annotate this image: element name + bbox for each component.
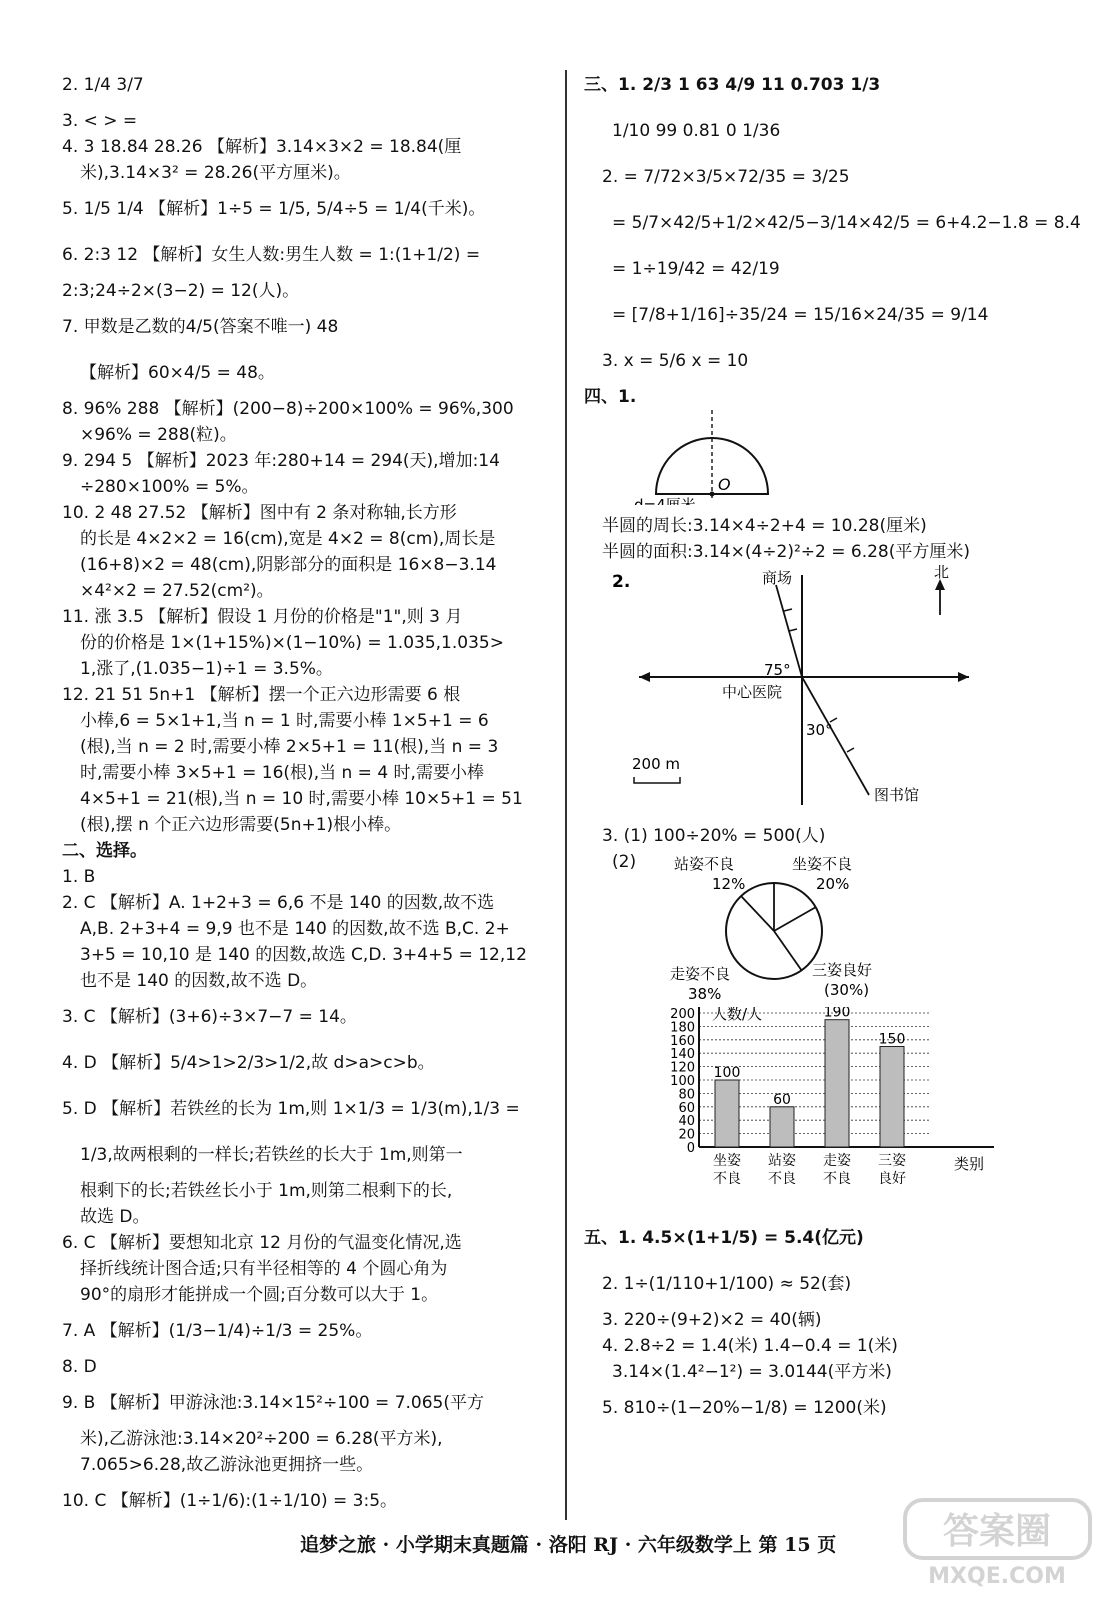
bar-value-label: 60 [773, 1091, 791, 1108]
answer-line: 6. C 【解析】要想知北京 12 月份的气温变化情况,选 [62, 1233, 462, 1253]
answer-line: 也不是 140 的因数,故不选 D。 [80, 971, 318, 991]
answer-line: 11. 涨 3.5 【解析】假设 1 月份的价格是"1",则 3 月 [62, 607, 463, 627]
section-five-line: 5. 810÷(1−20%−1/8) = 1200(米) [602, 1398, 887, 1418]
section-three-line: = 5/7×42/5+1/2×42/5−3/14×42/5 = 6+4.2−1.8 = 8.4 [612, 213, 1081, 233]
center-point [710, 492, 715, 497]
bar-ytick-label: 20 [678, 1127, 695, 1143]
watermark-bottom: MXQE.COM [928, 1564, 1066, 1589]
section-five-line: 2. 1÷(1/110+1/100) ≈ 52(套) [602, 1274, 852, 1294]
section-five-line: 3. 220÷(9+2)×2 = 40(辆) [602, 1310, 822, 1330]
answer-line: 7.065>6.28,故乙游泳池更拥挤一些。 [80, 1455, 374, 1475]
scale-label: 200 m [632, 755, 681, 773]
answer-line: 10. 2 48 27.52 【解析】图中有 2 条对称轴,长方形 [62, 503, 457, 523]
answer-line: A,B. 2+3+4 = 9,9 也不是 140 的因数,故不选 B,C. 2+ [80, 919, 510, 939]
answer-line: 米),3.14×3² = 28.26(平方厘米)。 [80, 163, 351, 183]
answer-line: 8. D [62, 1357, 97, 1377]
answer-line: 3+5 = 10,10 是 140 的因数,故选 C,D. 3+4+5 = 12,12 [80, 945, 527, 965]
north-label: 北 [934, 565, 950, 581]
answer-line: 90°的扇形才能拼成一个圆;百分数可以大于 1。 [80, 1285, 439, 1305]
scale-bar [634, 777, 680, 783]
east-arrow-icon [958, 672, 969, 682]
library-label: 图书馆 [874, 786, 920, 804]
answer-line: 故选 D。 [80, 1207, 150, 1227]
bar-value-label: 100 [713, 1065, 741, 1081]
answer-line: 6. 2:3 12 【解析】女生人数:男生人数 = 1:(1+1/2) = [62, 245, 481, 265]
answer-line: 5. D 【解析】若铁丝的长为 1m,则 1×1/3 = 1/3(m),1/3 = [62, 1099, 520, 1119]
answer-line: ×96% = 288(粒)。 [80, 425, 237, 445]
bar-category-label: 站姿 [768, 1153, 796, 1169]
answer-line: ×4²×2 = 27.52(cm²)。 [80, 581, 274, 601]
answer-line: 2:3;24÷2×(3−2) = 12(人)。 [62, 281, 300, 301]
bar-chart [584, 1007, 1084, 1207]
answer-line: 【解析】60×4/5 = 48。 [80, 363, 275, 383]
semicircle-line: 半圆的面积:3.14×(4÷2)²÷2 = 6.28(平方厘米) [602, 542, 971, 562]
answer-line: 1. B [62, 867, 96, 887]
answer-line: 7. 甲数是乙数的4/5(答案不唯一) 48 [62, 317, 339, 337]
answer-line: 4×5+1 = 21(根),当 n = 10 时,需要小棒 10×5+1 = 51 [80, 789, 523, 809]
bar-ytick-label: 180 [670, 1020, 695, 1036]
bar [770, 1107, 794, 1147]
answer-line: 1,涨了,(1.035−1)÷1 = 3.5%。 [80, 659, 333, 679]
answer-line: 12. 21 51 5n+1 【解析】摆一个正六边形需要 6 根 [62, 685, 461, 705]
bar-value-label: 150 [878, 1031, 906, 1048]
section-five-line: 3.14×(1.4²−1²) = 3.0144(平方米) [612, 1362, 892, 1382]
answer-line: ÷280×100% = 5%。 [80, 477, 259, 497]
answer-line: 5. 1/5 1/4 【解析】1÷5 = 1/5, 5/4÷5 = 1/4(千米)。 [62, 199, 486, 219]
pie-pct-walking: 38% [688, 985, 722, 999]
stat-answer: 3. (1) 100÷20% = 500(人) [602, 826, 826, 846]
answer-line: (根),当 n = 2 时,需要小棒 2×5+1 = 11(根),当 n = 3 [80, 737, 499, 757]
pie-label-walking: 走姿不良 [670, 965, 731, 983]
scale-tick [784, 609, 792, 611]
direction-map [584, 565, 1084, 815]
pie-pct-standing: 12% [712, 875, 746, 893]
answer-line: 的长是 4×2×2 = 16(cm),宽是 4×2 = 8(cm),周长是 [80, 529, 496, 549]
bar-ytick-label: 60 [678, 1100, 695, 1116]
bar-ytick-label: 140 [670, 1047, 695, 1063]
bar-category-label: 不良 [823, 1171, 851, 1187]
section-three-line: 三、1. 2/3 1 63 4/9 11 0.703 1/3 [584, 75, 881, 95]
bar [880, 1047, 904, 1148]
answer-line: 8. 96% 288 【解析】(200−8)÷200×100% = 96%,300 [62, 399, 514, 419]
section-heading: 四、1. [584, 387, 637, 407]
pie-slice-divider [774, 931, 802, 971]
section-five-line: 五、1. 4.5×(1+1/5) = 5.4(亿元) [584, 1228, 864, 1248]
pie-label-standing: 站姿不良 [674, 855, 735, 873]
answer-line: 4. 3 18.84 28.26 【解析】3.14×3×2 = 18.84(厘 [62, 137, 462, 157]
right-column [584, 62, 1084, 1431]
answer-line: 根剩下的长;若铁丝长小于 1m,则第二根剩下的长, [80, 1181, 453, 1201]
bar-ylabel: 人数/人 [712, 1007, 763, 1023]
pie-pct-good: (30%) [824, 981, 870, 999]
section-five-line: 4. 2.8÷2 = 1.4(米) 1.4−0.4 = 1(米) [602, 1336, 898, 1356]
pie-pct-sitting: 20% [816, 875, 850, 893]
scale-tick [847, 748, 854, 752]
bar-ytick-label: 80 [678, 1087, 695, 1103]
pie-label-good: 三姿良好 [812, 961, 873, 979]
bar [715, 1080, 739, 1147]
stat-answer: (2) [612, 852, 637, 872]
bar-category-label: 良好 [878, 1171, 906, 1187]
bar-xlabel: 类别 [954, 1155, 985, 1173]
bar-value-label: 190 [823, 1007, 851, 1021]
column-divider [565, 70, 567, 1520]
watermark-top: 答案圈 [942, 1511, 1052, 1552]
answer-line: (16+8)×2 = 48(cm),阴影部分的面积是 16×8−3.14 [80, 555, 497, 575]
answer-line: 7. A 【解析】(1/3−1/4)÷1/3 = 25%。 [62, 1321, 373, 1341]
answer-line: 米),乙游泳池:3.14×20²÷200 = 6.28(平方米), [80, 1429, 443, 1449]
bar-ytick-label: 100 [670, 1074, 695, 1089]
answer-line: 9. 294 5 【解析】2023 年:280+14 = 294(天),增加:14 [62, 451, 500, 471]
west-arrow-icon [639, 672, 650, 682]
bar-category-label: 不良 [768, 1171, 796, 1187]
bar-ytick-label: 40 [678, 1114, 695, 1130]
bar-ytick-label: 160 [670, 1033, 695, 1049]
answer-line: (根),摆 n 个正六边形需要(5n+1)根小棒。 [80, 815, 402, 835]
mall-label: 商场 [762, 569, 793, 587]
question-number: 2. [612, 572, 631, 592]
answer-line: 3. C 【解析】(3+6)÷3×7−7 = 14。 [62, 1007, 357, 1027]
answer-line: 9. B 【解析】甲游泳池:3.14×15²÷100 = 7.065(平方 [62, 1393, 485, 1413]
pie-slice-divider [741, 896, 774, 931]
answer-line: 1/3,故两根剩的一样长;若铁丝的长大于 1m,则第一 [80, 1145, 463, 1165]
angle-75-label: 75° [764, 661, 791, 679]
answer-line: 4. D 【解析】5/4>1>2/3>1/2,故 d>a>c>b。 [62, 1053, 435, 1073]
bar-category-label: 坐姿 [713, 1153, 741, 1169]
center-label: O [718, 475, 731, 494]
answer-line: 小棒,6 = 5×1+1,当 n = 1 时,需要小棒 1×5+1 = 6 [80, 711, 489, 731]
section-three-line: = [7/8+1/16]÷35/24 = 15/16×24/35 = 9/14 [612, 305, 989, 325]
bar-marks [713, 1007, 906, 1187]
bar-ytick-label: 120 [670, 1060, 695, 1076]
answer-line: 择折线统计图合适;只有半径相等的 4 个圆心角为 [80, 1259, 448, 1279]
semicircle-figure [584, 410, 1084, 505]
answer-line: 10. C 【解析】(1÷1/6):(1÷1/10) = 3:5。 [62, 1491, 398, 1511]
diameter-label: d=4厘米 [634, 496, 696, 505]
scale-tick [789, 629, 797, 631]
bar-category-label: 三姿 [878, 1153, 906, 1169]
section-three-line: 3. x = 5/6 x = 10 [602, 351, 749, 371]
answer-line: 份的价格是 1×(1+15%)×(1−10%) = 1.035,1.035> [80, 633, 504, 653]
bar-ytick-label: 0 [686, 1141, 695, 1156]
pie-slice-divider [774, 907, 816, 931]
angle-30-label: 30° [806, 721, 833, 739]
watermark-logo [900, 1495, 1095, 1590]
hospital-label: 中心医院 [722, 683, 783, 701]
pie-label-sitting: 坐姿不良 [792, 855, 853, 873]
section-heading: 二、选择。 [62, 841, 147, 861]
answer-line: 2. C 【解析】A. 1+2+3 = 6,6 不是 140 的因数,故不选 [62, 893, 495, 913]
pie-chart [584, 849, 1084, 999]
answer-line: 3. < > = [62, 111, 138, 131]
section-three-line: = 1÷19/42 = 42/19 [612, 259, 780, 279]
bar-category-label: 不良 [713, 1171, 741, 1187]
bar-ytick-label: 200 [670, 1007, 695, 1022]
bar [825, 1020, 849, 1147]
section-three-line: 2. = 7/72×3/5×72/35 = 3/25 [602, 167, 850, 187]
page-footer: 追梦之旅 · 小学期末真题篇 · 洛阳 RJ · 六年级数学上 第 15 页 [300, 1534, 837, 1556]
left-column [62, 62, 554, 1524]
section-three-line: 1/10 99 0.81 0 1/36 [612, 121, 781, 141]
answer-line: 2. 1/4 3/7 [62, 75, 144, 95]
semicircle-line: 半圆的周长:3.14×4÷2+4 = 10.28(厘米) [602, 516, 927, 536]
bar-category-label: 走姿 [823, 1153, 851, 1169]
answer-line: 时,需要小棒 3×5+1 = 16(根),当 n = 4 时,需要小棒 [80, 763, 484, 783]
